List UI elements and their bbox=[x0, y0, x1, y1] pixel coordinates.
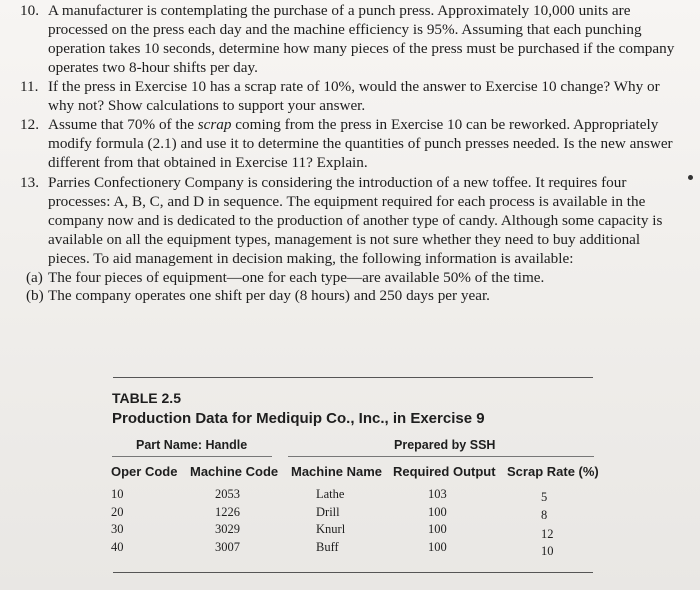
subitem-text: The company operates one shift per day (8 hours) and 250 days per year. bbox=[48, 287, 490, 305]
subitem-label: (a) bbox=[26, 268, 43, 286]
cell-machine-name: Lathe bbox=[316, 487, 345, 501]
exercise-12 bbox=[20, 116, 678, 173]
exercise-number: 12. bbox=[20, 116, 39, 133]
exercise-10 bbox=[20, 2, 678, 78]
cell-scrap-rate: 8 bbox=[541, 508, 548, 522]
part-name: Part Name: Handle bbox=[136, 438, 248, 452]
cell-scrap-rate: 10 bbox=[541, 544, 554, 558]
cell-machine-name: Buff bbox=[316, 540, 339, 554]
exercise-subitem-a bbox=[26, 268, 678, 288]
table-number: TABLE 2.5 bbox=[112, 390, 181, 406]
cell-machine-code: 2053 bbox=[215, 487, 240, 501]
part-name-underline bbox=[112, 456, 272, 457]
cell-required-output: 100 bbox=[428, 505, 447, 519]
column-header-machine-code: Machine Code bbox=[190, 464, 279, 479]
exercise-text: If the press in Exercise 10 has a scrap rate of 10%, would the answer to Exercise 10 change? Why or why not? Show calculations to support your answer. bbox=[48, 78, 660, 114]
exercise-number: 13. bbox=[20, 174, 39, 191]
cell-required-output: 100 bbox=[428, 522, 447, 536]
prepared-by-underline bbox=[288, 456, 594, 457]
column-header-required-output: Required Output bbox=[393, 464, 496, 479]
cell-scrap-rate: 5 bbox=[541, 490, 548, 504]
cell-machine-code: 3007 bbox=[215, 540, 240, 554]
column-header-machine-name: Machine Name bbox=[291, 464, 383, 479]
exercise-number: 11. bbox=[20, 78, 39, 95]
margin-dot bbox=[688, 175, 693, 180]
subitem-text: The four pieces of equipment—one for each type—are available 50% of the time. bbox=[48, 268, 545, 286]
exercise-number: 10. bbox=[20, 2, 39, 19]
exercise-subitem-b bbox=[26, 287, 678, 306]
exercise-text-part: Assume that 70% of the bbox=[48, 116, 198, 133]
table-top-rule bbox=[113, 377, 593, 378]
cell-machine-name: Drill bbox=[316, 505, 340, 519]
cell-machine-code: 3029 bbox=[215, 522, 240, 536]
cell-scrap-rate: 12 bbox=[541, 527, 554, 541]
exercise-text bbox=[48, 116, 678, 173]
italic-term: scrap bbox=[197, 116, 232, 133]
column-header-oper-code: Oper Code bbox=[111, 464, 178, 479]
cell-required-output: 103 bbox=[428, 487, 447, 501]
exercise-text: A manufacturer is contemplating the purchase of a punch press. Approximately 10,000 units are processed on the press each day and the machine efficiency is 95%. Assuming that each punching operation takes 10 seconds, determine how many pieces of the press must be purchased if the company operates two 8-hour shifts per day. bbox=[48, 2, 675, 76]
exercise-11 bbox=[20, 78, 678, 116]
cell-oper-code: 30 bbox=[111, 522, 124, 536]
cell-oper-code: 10 bbox=[111, 487, 124, 501]
subitem-label: (b) bbox=[26, 287, 44, 305]
column-header-scrap-rate: Scrap Rate (%) bbox=[507, 464, 599, 479]
prepared-by: Prepared by SSH bbox=[394, 438, 496, 452]
cell-machine-name: Knurl bbox=[316, 522, 346, 536]
table-bottom-rule bbox=[113, 572, 593, 573]
exercise-text-part: coming from the press in Exercise 10 can be reworked. Appropriately modify formula (2.1) and use it to determine the quantities of punch presses needed. Is the new answer different from that obtained in Exercise 11? Explain. bbox=[48, 116, 673, 171]
cell-required-output: 100 bbox=[428, 540, 447, 554]
cell-oper-code: 20 bbox=[111, 505, 124, 519]
exercise-text: Parries Confectionery Company is considering the introduction of a new toffee. It requires four processes: A, B, C, and D in sequence. The equipment required for each process is available in the company now and is dedicated to the production of another type of candy. Although some capacity is available on all the equipment types, management is not sure whether they need to buy additional pieces. To aid management in decision making, the following information is available: bbox=[48, 174, 663, 267]
cell-oper-code: 40 bbox=[111, 540, 124, 554]
exercise-13 bbox=[20, 174, 678, 306]
table-title: Production Data for Mediquip Co., Inc., in Exercise 9 bbox=[112, 410, 485, 427]
cell-machine-code: 1226 bbox=[215, 505, 240, 519]
